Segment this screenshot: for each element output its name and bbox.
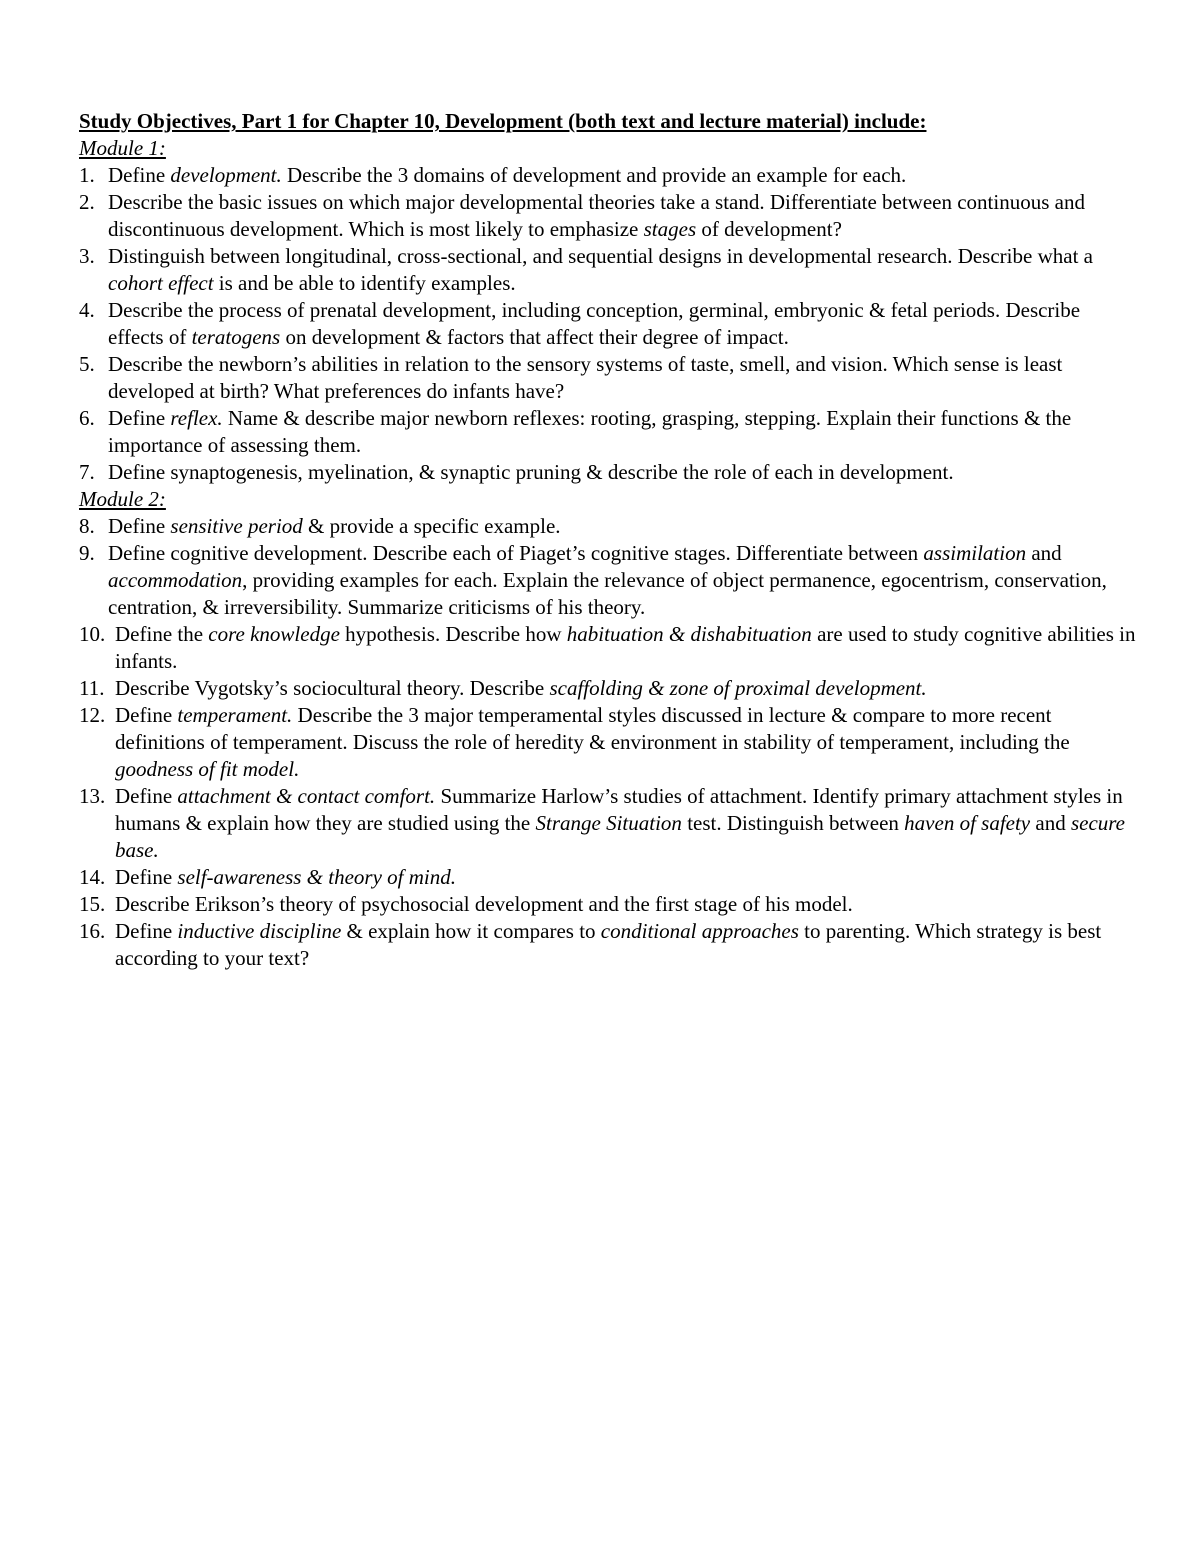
objective-list (79, 162, 1139, 486)
objective-term: conditional approaches (600, 919, 799, 943)
objective-list (79, 513, 1139, 972)
module-section (79, 135, 1139, 486)
objective-text: Describe Erikson’s theory of psychosocial development and the first stage of his model. (115, 892, 853, 916)
objective-text: Define the (115, 622, 209, 646)
modules-container (79, 135, 1139, 972)
objective-item (79, 864, 1139, 891)
objective-number: 6. (79, 406, 95, 430)
objective-item (79, 702, 1139, 783)
module-heading: Module 2: (79, 487, 166, 511)
objective-number: 2. (79, 190, 95, 214)
objective-text: to parenting. Which strategy is best according to your text? (115, 919, 1102, 970)
objective-text: Describe the 3 major temperamental styles discussed in lecture & compare to more recent definitions of temperament. Discuss the role of heredity & environment in stability of temperament, including the (115, 703, 1070, 754)
objective-item (79, 891, 1139, 918)
objective-term: sensitive period (170, 514, 303, 538)
objective-text: Define (115, 865, 178, 889)
objective-number: 8. (79, 514, 95, 538)
module-heading: Module 1: (79, 136, 166, 160)
objective-text: and (1030, 811, 1071, 835)
objective-text: Define synaptogenesis, myelination, & synaptic pruning & describe the role of each in development. (108, 460, 954, 484)
objective-text: Describe the basic issues on which major developmental theories take a stand. Differentiate between continuous and discontinuous development. Which is most likely to emphasize (108, 190, 1085, 241)
objective-text: Summarize Harlow’s studies of attachment. Identify primary attachment styles in humans & explain how they are studied using the (115, 784, 1123, 835)
objective-term: goodness of fit model. (115, 757, 300, 781)
objective-term: Strange Situation (535, 811, 682, 835)
objective-number: 1. (79, 163, 95, 187)
module-section (79, 486, 1139, 972)
objective-term: scaffolding & zone of proximal development. (549, 676, 927, 700)
objective-number: 10. (79, 622, 106, 646)
objective-item (79, 189, 1139, 243)
objective-text: Name & describe major newborn reflexes: rooting, grasping, stepping. Explain their functions & the importance of assessing them. (108, 406, 1072, 457)
objective-number: 13. (79, 784, 106, 808)
objective-number: 12. (79, 703, 106, 727)
objective-text: Distinguish between longitudinal, cross-sectional, and sequential designs in developmental research. Describe what a (108, 244, 1093, 268)
objective-text: on development & factors that affect their degree of impact. (280, 325, 789, 349)
objective-text: test. Distinguish between (681, 811, 905, 835)
objective-item (79, 621, 1139, 675)
objective-item (79, 405, 1139, 459)
objective-text: & explain how it compares to (341, 919, 601, 943)
objective-text: of development? (696, 217, 842, 241)
objective-number: 5. (79, 352, 95, 376)
objective-term: development. (170, 163, 282, 187)
objective-term: assimilation (923, 541, 1027, 565)
objective-text: is and be able to identify examples. (213, 271, 516, 295)
objective-text: and (1026, 541, 1062, 565)
objective-text: , providing examples for each. Explain the relevance of object permanence, egocentrism, conservation, centration, & irreversibility. Summarize criticisms of his theory. (108, 568, 1107, 619)
objective-text: Define (115, 784, 178, 808)
objective-text: Define (115, 919, 178, 943)
objective-term: accommodation (108, 568, 243, 592)
objective-text: Define (115, 703, 178, 727)
objective-number: 3. (79, 244, 95, 268)
objective-term: haven of safety (904, 811, 1031, 835)
objective-text: & provide a specific example. (302, 514, 561, 538)
objective-item (79, 162, 1139, 189)
objective-number: 7. (79, 460, 95, 484)
objective-number: 14. (79, 865, 106, 889)
objective-number: 16. (79, 919, 106, 943)
objective-text: Describe the process of prenatal development, including conception, germinal, embryonic & fetal periods. Describe effects of (108, 298, 1081, 349)
objective-term: habituation & dishabituation (566, 622, 812, 646)
objective-text: Describe the 3 domains of development and provide an example for each. (281, 163, 907, 187)
objective-number: 11. (79, 676, 105, 700)
objective-term: reflex. (170, 406, 223, 430)
objective-text: Define (108, 514, 171, 538)
objective-term: temperament. (177, 703, 293, 727)
objective-item (79, 459, 1139, 486)
objective-term: self-awareness & theory of mind. (177, 865, 456, 889)
objective-term: attachment & contact comfort. (177, 784, 436, 808)
objective-text: Define (108, 163, 171, 187)
objective-item (79, 513, 1139, 540)
objective-text: are used to study cognitive abilities in infants. (115, 622, 1136, 673)
objective-term: inductive discipline (177, 919, 342, 943)
objective-text: hypothesis. Describe how (339, 622, 567, 646)
objective-text: Describe Vygotsky’s sociocultural theory. Describe (115, 676, 550, 700)
objective-term: secure base. (115, 811, 1125, 862)
objective-text: Describe the newborn’s abilities in relation to the sensory systems of taste, smell, and vision. Which sense is least developed at birth? What preferences do infants have? (108, 352, 1063, 403)
objective-text: Define (108, 406, 171, 430)
objective-item (79, 297, 1139, 351)
objective-item (79, 351, 1139, 405)
objective-term: core knowledge (208, 622, 340, 646)
objective-item (79, 918, 1139, 972)
objective-term: cohort effect (108, 271, 214, 295)
objective-term: teratogens (191, 325, 281, 349)
objective-number: 4. (79, 298, 95, 322)
page-title: Study Objectives, Part 1 for Chapter 10, Development (both text and lecture material) include: (79, 109, 927, 133)
objective-item (79, 540, 1139, 621)
objective-item (79, 675, 1139, 702)
objective-item (79, 243, 1139, 297)
objective-number: 9. (79, 541, 95, 565)
objective-item (79, 783, 1139, 864)
document-page (79, 108, 1139, 972)
objective-text: Define cognitive development. Describe each of Piaget’s cognitive stages. Differentiate between (108, 541, 924, 565)
objective-number: 15. (79, 892, 106, 916)
objective-term: stages (643, 217, 697, 241)
